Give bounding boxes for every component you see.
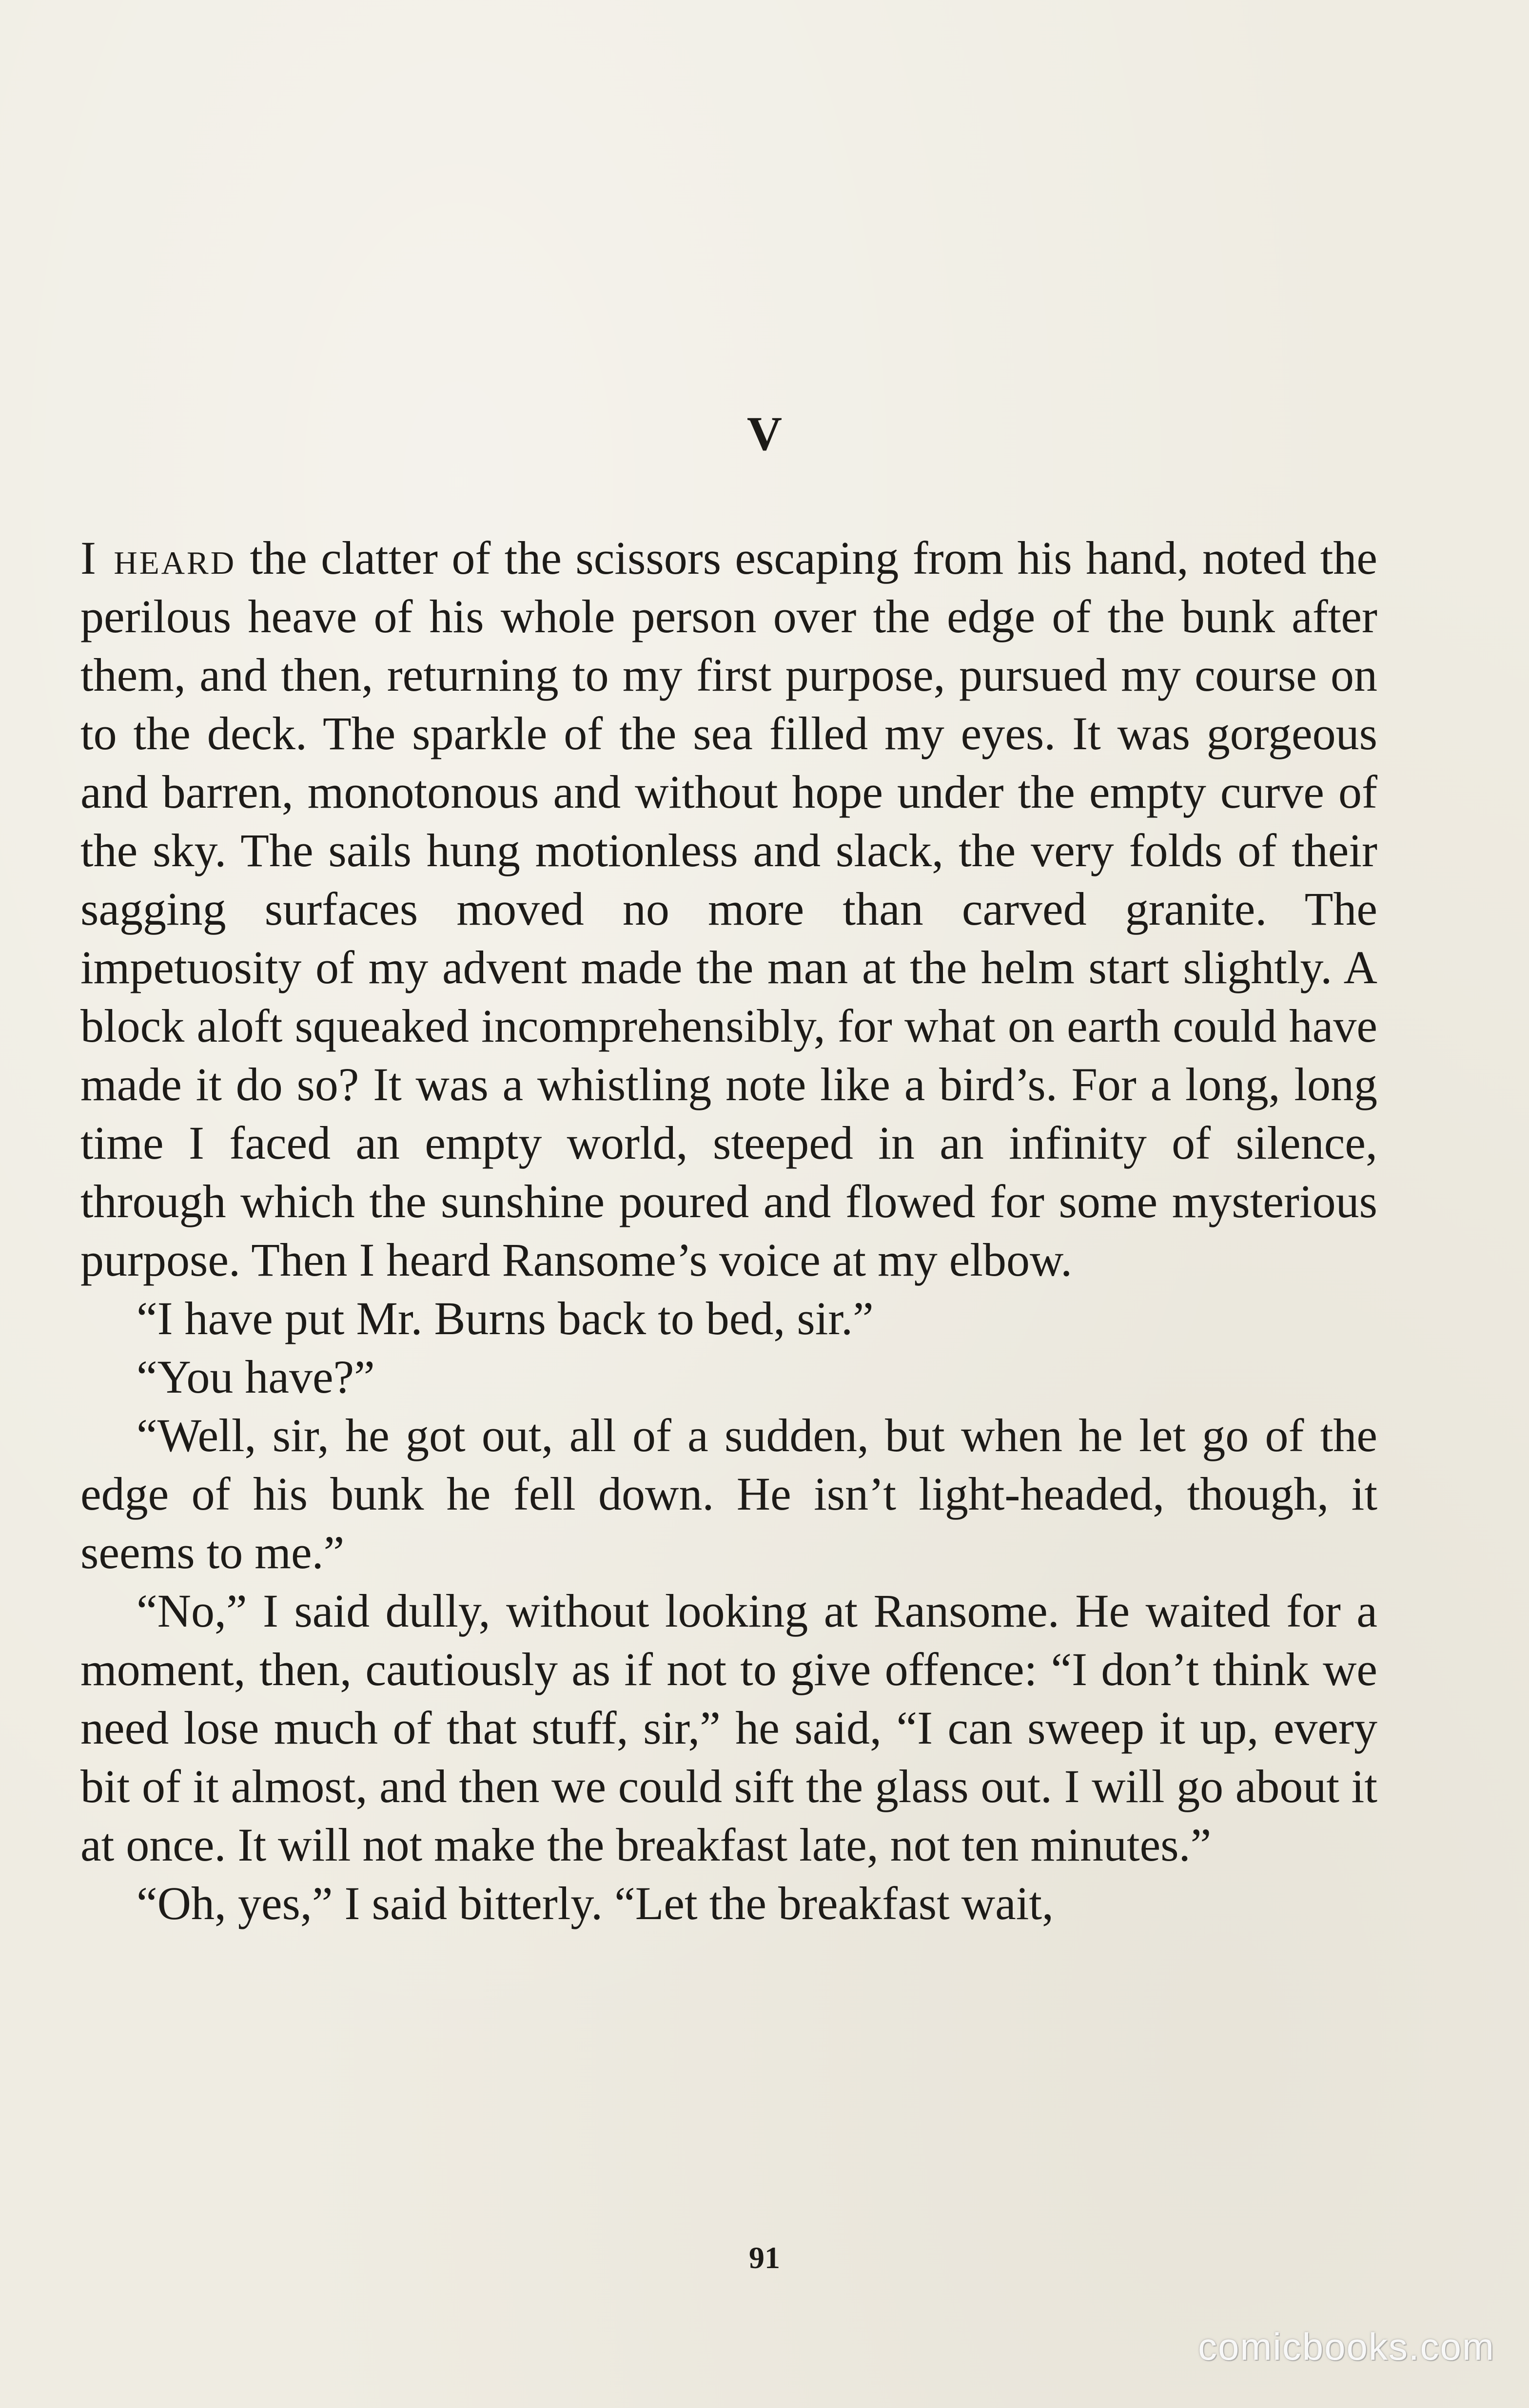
- body-text: [80, 529, 1377, 1933]
- paragraph-1: [80, 529, 1377, 1289]
- paragraph-4: “Well, sir, he got out, all of a sudden, but when he let go of the edge of his bunk he fell down. He isn’t light-headed, though, it seems to me.”: [80, 1409, 1377, 1578]
- watermark: comicbooks.com: [1198, 2325, 1495, 2368]
- paragraph-5: “No,” I said dully, without looking at Ransome. He waited for a moment, then, cautiously as if not to give offence: “I don’t think we need lose much of that stuff, sir,” he said, “I can sweep it up, every bit of it almost, and then we could sift the glass out. I will go about it at once. It will not make the breakfast late, not ten minutes.”: [80, 1585, 1377, 1871]
- paragraph-6: “Oh, yes,” I said bitterly. “Let the breakfast wait,: [137, 1877, 1054, 1929]
- paragraph-2: “I have put Mr. Burns back to bed, sir.”: [137, 1292, 874, 1344]
- page-number: 91: [749, 2240, 780, 2275]
- chapter-heading: V: [746, 407, 783, 461]
- paragraph-3: “You have?”: [137, 1351, 375, 1403]
- paragraph-1-text: the clatter of the scissors escaping from his hand, noted the perilous heave of his whole person over the edge of the bunk after them, and then, returning to my first purpose, pursued my course on to the deck. The sparkle of the sea filled my eyes. It was gorgeous and barren, monotonous and without hope under the empty curve of the sky. The sails hung motionless and slack, the very folds of their sagging surfaces moved no more than carved granite. The impetuosity of my advent made the man at the helm start slightly. A block aloft squeaked incomprehensibly, for what on earth could have made it do so? It was a whistling note like a bird’s. For a long, long time I faced an empty world, steeped in an infinity of silence, through which the sunshine poured and flowed for some mysterious purpose. Then I heard Ransome’s voice at my elbow.: [80, 532, 1377, 1286]
- paragraph-lead-word: I heard: [80, 532, 236, 584]
